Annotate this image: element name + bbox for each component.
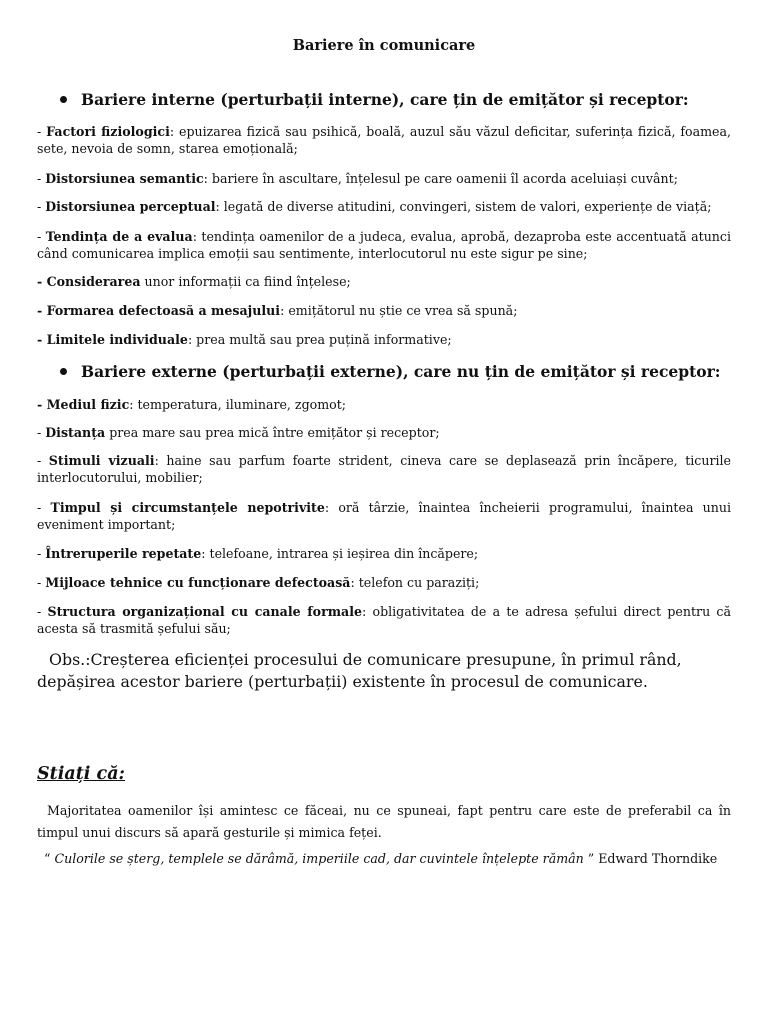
heading-text: Bariere externe (perturbații externe), care nu țin de emițător și receptor: xyxy=(81,362,721,381)
bullet-icon xyxy=(60,368,67,375)
item-text: unor informații ca fiind înțelese; xyxy=(140,274,351,289)
list-item xyxy=(37,397,731,414)
item-text: : oră târzie, înaintea încheierii programului, înaintea unui eveniment important; xyxy=(37,500,732,532)
item-text: : emițătorul nu știe ce vrea să spună; xyxy=(280,303,518,318)
quote-author: Edward Thorndike xyxy=(598,851,718,866)
item-term: - Formarea defectoasă a mesajului xyxy=(37,303,281,318)
observation-note: Obs.:Creșterea eficienței procesului de comunicare presupune, în primul rând, depășirea acestor bariere (perturbații) existente în procesul de comunicare. xyxy=(37,650,682,691)
list-item: - Factori fiziologici: epuizarea fizică sau psihică, boală, auzul său văzul deficitar, suferința fizică, foamea, sete, nevoia de somn, starea emoțională; xyxy=(37,124,731,156)
item-text: : tendința oamenilor de a judeca, evalua, aprobă, dezaproba este accentuată atunci când comunicarea implica emoții sau sentimente, interlocutorul nu este sigur pe sine; xyxy=(37,229,731,261)
list-item: - Întreruperile repetate: telefoane, intrarea și ieșirea din încăpere; xyxy=(37,546,479,561)
item-term: - Considerarea xyxy=(37,274,141,289)
bullet-icon xyxy=(60,96,67,103)
list-item: - Timpul și circumstanțele nepotrivite: oră târzie, înaintea încheierii programului, înaintea unui eveniment important; xyxy=(37,500,732,532)
list-item: - Distorsiunea semantic: bariere în ascultare, înțelesul pe care oamenii îl acorda aceluiași cuvânt; xyxy=(37,171,678,186)
item-term: Mijloace tehnice cu funcționare defectoasă xyxy=(45,575,351,590)
item-text: : epuizarea fizică sau psihică, boală, auzul său văzul deficitar, suferința fizică, foamea, sete, nevoia de somn, starea emoțională; xyxy=(37,124,731,156)
list-item xyxy=(37,303,731,320)
internal-barriers-heading xyxy=(60,90,740,109)
quote: “ Culorile se șterg, templele se dărâmă, imperiile cad, dar cuvintele înțelepte rămân ” Edward Thorndike xyxy=(44,851,718,866)
item-term: Distorsiunea perceptual xyxy=(45,199,216,214)
list-item: - Stimuli vizuali: haine sau parfum foarte strident, cineva care se deplasează prin încăpere, ticurile interlocutorului, mobilier; xyxy=(37,453,731,485)
item-term: Structura organizațional cu canale formale xyxy=(47,604,362,619)
did-you-know-paragraph: Majoritatea oamenilor își amintesc ce făceai, nu ce spuneai, fapt pentru care este de preferabil ca în timpul unui discurs să apară gesturile și mimica feței. xyxy=(37,803,731,840)
item-text: : prea multă sau prea puțină informative; xyxy=(187,332,452,347)
external-barriers-heading xyxy=(60,362,740,381)
item-term: - Mediul fizic xyxy=(37,397,130,412)
list-item: - Distorsiunea perceptual: legată de diverse atitudini, convingeri, sistem de valori, experiențe de viață; xyxy=(37,199,712,214)
list-item: - Tendința de a evalua: tendința oamenilor de a judeca, evalua, aprobă, dezaproba este accentuată atunci când comunicarea implica emoții sau sentimente, interlocutorul nu este sigur pe sine; xyxy=(37,229,731,261)
item-term: Distanța xyxy=(45,425,106,440)
item-term: Întreruperile repetate xyxy=(45,546,202,561)
did-you-know-heading: Stiați că: xyxy=(37,764,125,784)
item-text: : bariere în ascultare, înțelesul pe care oamenii îl acorda aceluiași cuvânt; xyxy=(203,171,678,186)
item-term: Factori fiziologici xyxy=(46,124,170,139)
quote-text: Culorile se șterg, templele se dărâmă, imperiile cad, dar cuvintele înțelepte rămân xyxy=(54,851,584,866)
item-text: prea mare sau prea mică între emițător și receptor; xyxy=(105,425,440,440)
item-term: Distorsiunea semantic xyxy=(45,171,204,186)
document-title: Bariere în comunicare xyxy=(292,37,476,54)
item-text: : temperatura, iluminare, zgomot; xyxy=(129,397,347,412)
list-item: - Structura organizațional cu canale formale: obligativitatea de a te adresa șefului direct pentru că acesta să trasmită șefului său; xyxy=(37,604,731,636)
item-term: - Limitele individuale xyxy=(37,332,188,347)
item-text: : telefon cu paraziți; xyxy=(350,575,480,590)
item-text: : haine sau parfum foarte strident, cineva care se deplasează prin încăpere, ticurile interlocutorului, mobilier; xyxy=(37,453,731,485)
list-item: - Distanța prea mare sau prea mică între emițător și receptor; xyxy=(37,425,440,440)
heading-text: Bariere interne (perturbații interne), care țin de emițător și receptor: xyxy=(81,90,689,109)
list-item xyxy=(37,274,731,291)
item-term: Timpul și circumstanțele nepotrivite xyxy=(50,500,325,515)
list-item: - Mijloace tehnice cu funcționare defectoasă: telefon cu paraziți; xyxy=(37,575,480,590)
item-text: : obligativitatea de a te adresa șefului direct pentru că acesta să trasmită șefului său; xyxy=(37,604,731,636)
list-item xyxy=(37,332,731,349)
item-text: : legată de diverse atitudini, convingeri, sistem de valori, experiențe de viață; xyxy=(215,199,712,214)
item-term: Stimuli vizuali xyxy=(48,453,155,468)
item-term: Tendința de a evalua xyxy=(45,229,193,244)
item-text: : telefoane, intrarea și ieșirea din încăpere; xyxy=(201,546,479,561)
